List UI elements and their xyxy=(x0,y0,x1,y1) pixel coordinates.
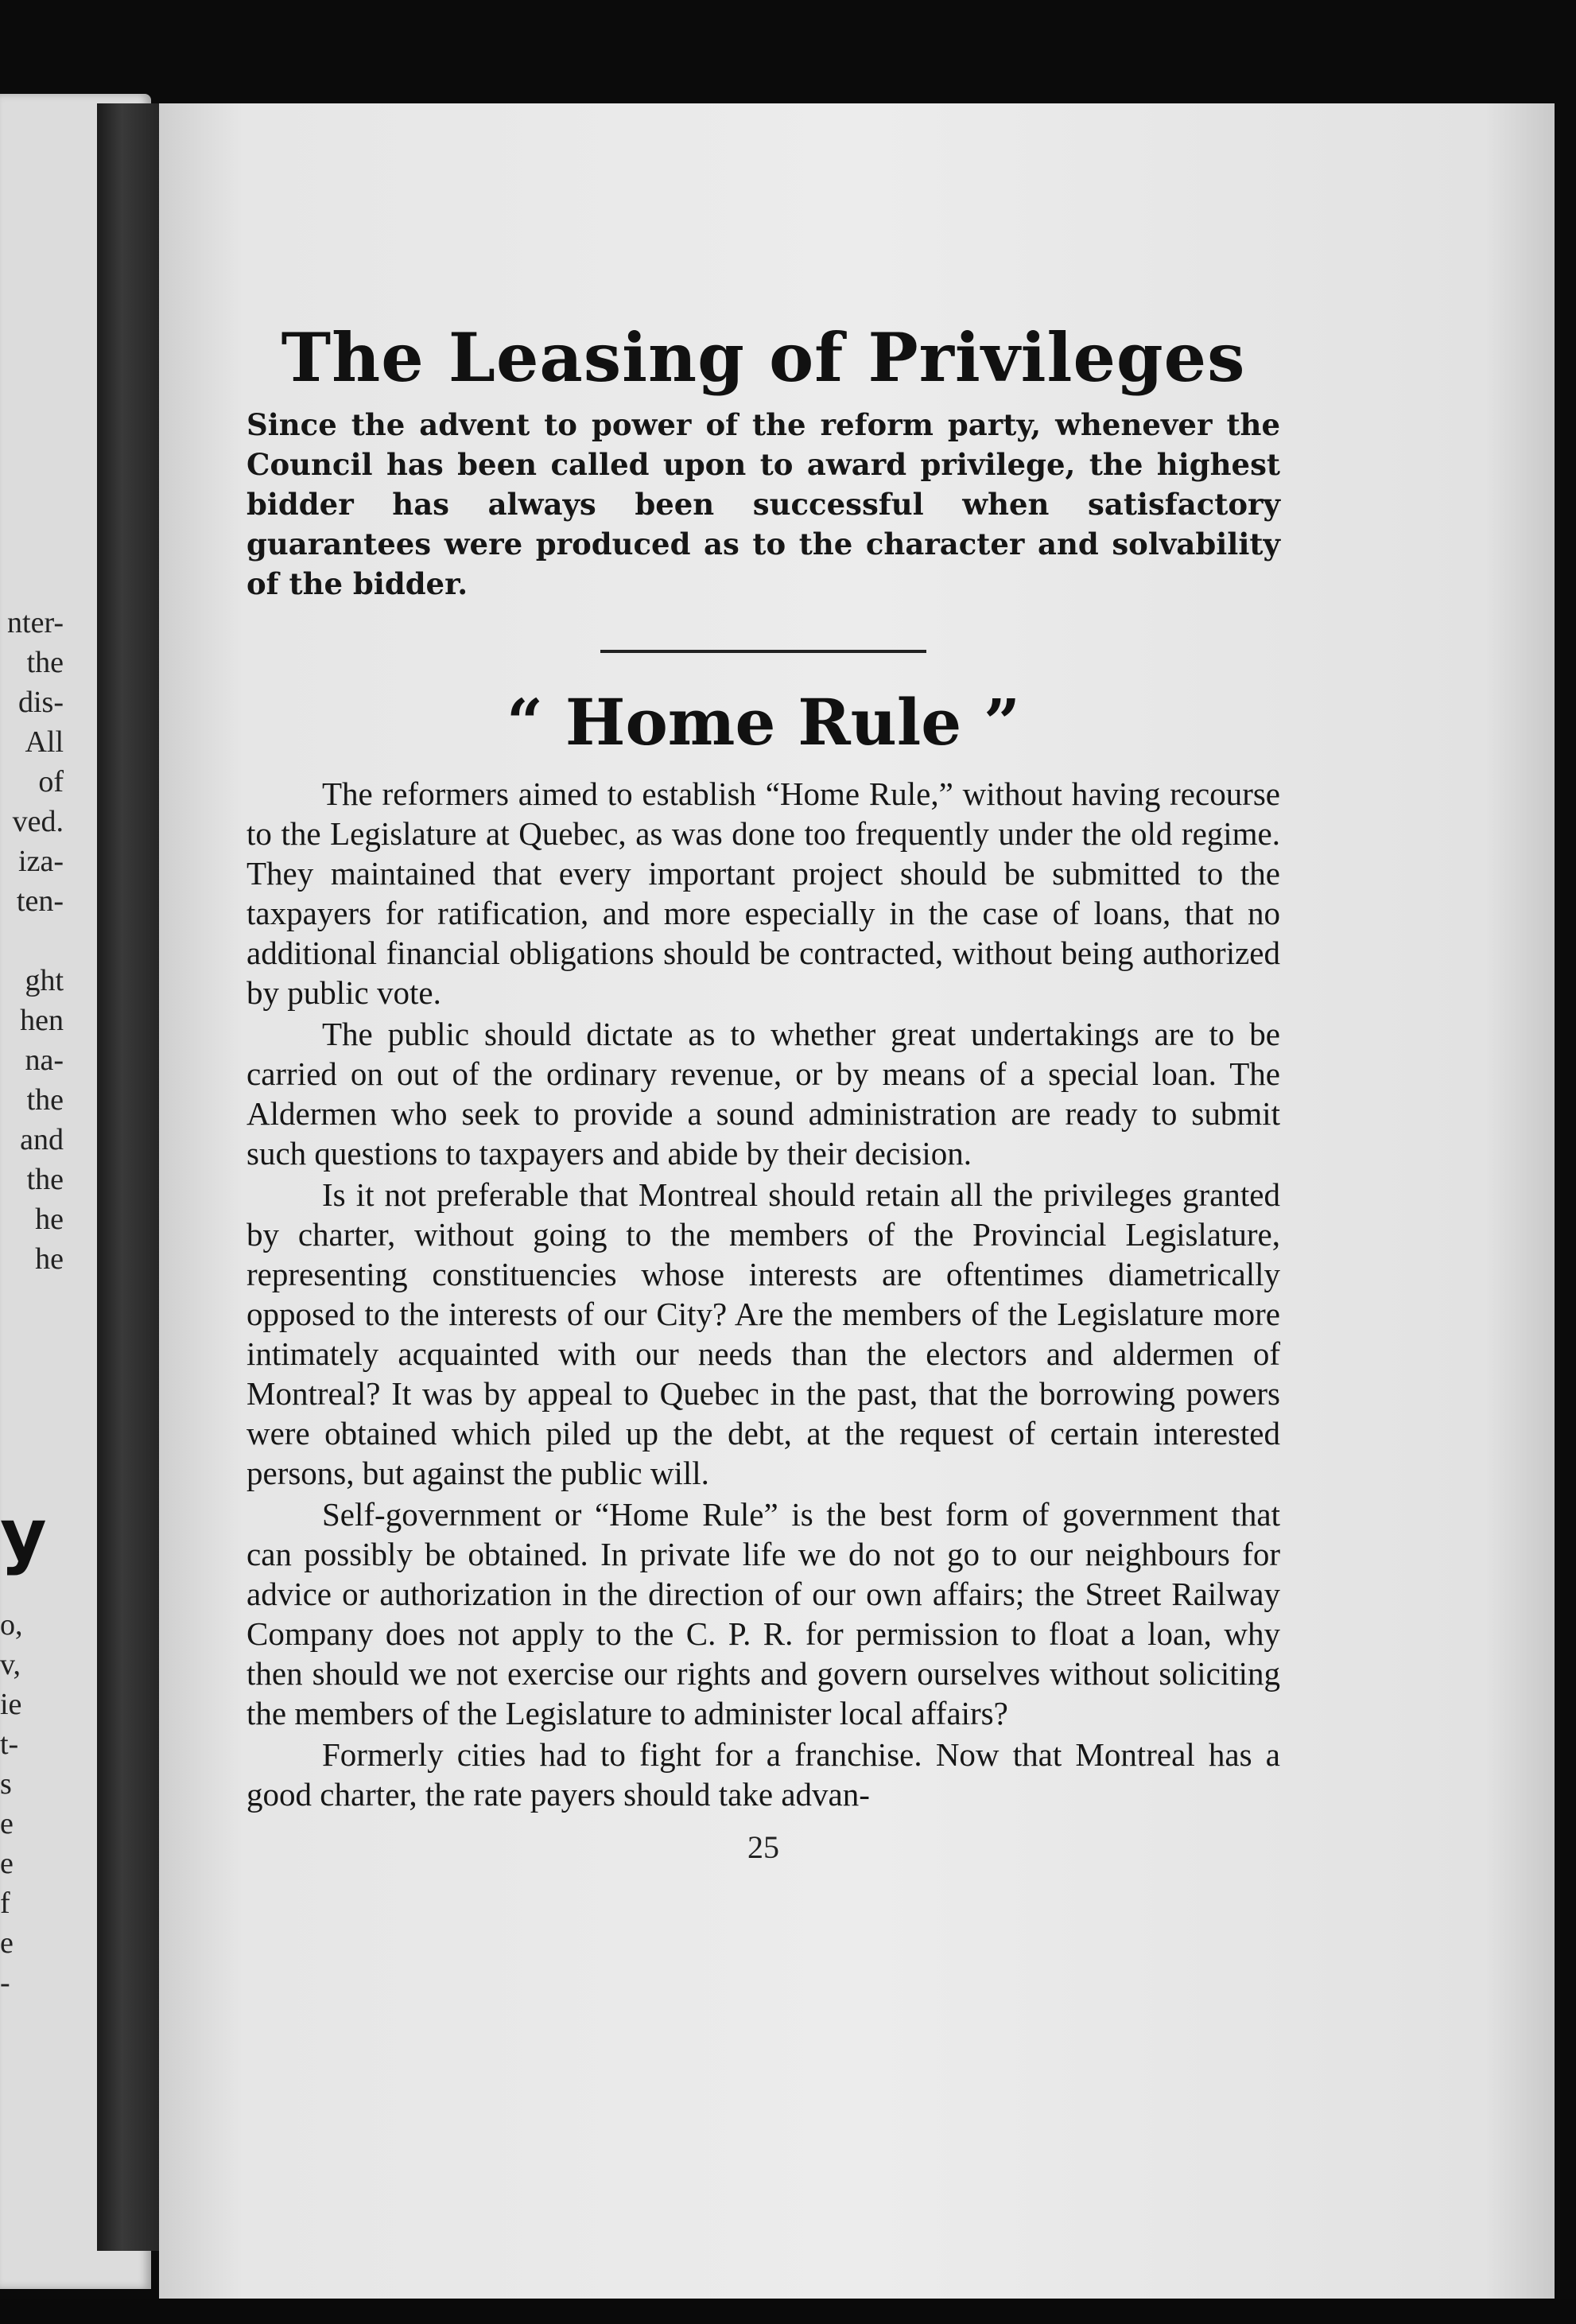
left-page-fragment: o, xyxy=(0,1608,23,1642)
page-content xyxy=(246,318,1280,1866)
left-page-fragments xyxy=(0,603,64,1279)
body-paragraph: Formerly cities had to fight for a franchise. Now that Montreal has a good charter, the rate payers should take advan- xyxy=(246,1736,1280,1813)
left-page-fragment: e xyxy=(0,1926,14,1960)
left-page-fragment: v, xyxy=(0,1648,21,1681)
left-page-fragment: and xyxy=(20,1123,64,1156)
left-page-fragment: the xyxy=(26,646,64,679)
left-page-fragment: hen xyxy=(20,1004,64,1037)
left-page-fragment: All xyxy=(25,725,64,759)
left-page-fragment: the xyxy=(26,1083,64,1117)
page xyxy=(159,103,1555,2299)
left-page-fragment: na- xyxy=(25,1043,64,1077)
left-page-fragment: iza- xyxy=(18,845,64,878)
page-number: 25 xyxy=(747,1829,779,1865)
left-page-fragment: ght xyxy=(25,964,64,997)
left-page-fragment xyxy=(0,921,64,961)
body-paragraph: The public should dictate as to whether great undertakings are to be carried on out of the ordinary revenue, or by means of a special loan. The Aldermen who seek to provide a sound administration are ready to submit such questions to taxpayers and abide by their decision. xyxy=(246,1016,1280,1172)
left-page-fragment: dis- xyxy=(18,686,64,719)
left-page-fragment: the xyxy=(26,1163,64,1196)
left-page-fragments-lower xyxy=(0,1605,32,2003)
book-spine xyxy=(97,103,159,2251)
body-paragraph: Is it not preferable that Montreal should retain all the privileges granted by charter, without going to the members of the Provincial Legislature, representing constituencies whose interests are oftentimes diametrically opposed to the interests of our City? Are the members of the Legislature more intimately acquainted with our needs than the electors and aldermen of Montreal? It was by appeal to Quebec in the past, that the borrowing powers were obtained which piled up the debt, at the request of certain interested persons, but against the public will. xyxy=(246,1176,1280,1491)
left-page-fragment: f xyxy=(0,1887,10,1920)
scan-border xyxy=(0,2299,1576,2324)
left-page-fragment: he xyxy=(35,1203,64,1236)
intro-paragraph: Since the advent to power of the reform party, whenever the Council has been called upon to award privilege, the highest bidder has always been successful when satisfactory guarantees were produced as to the character and solvability of the bidder. xyxy=(246,407,1280,601)
left-page-fragment: - xyxy=(0,1966,10,1999)
section-divider xyxy=(600,650,926,653)
left-page-fragment: e xyxy=(0,1807,14,1840)
left-page-fragment: of xyxy=(38,765,64,799)
left-page-fragment: ie xyxy=(0,1688,22,1721)
left-page-fragment: he xyxy=(35,1242,64,1276)
left-page-heading-fragment: y xyxy=(0,1494,47,1577)
body-paragraph: Self-government or “Home Rule” is the best form of government that can possibly be obtained. In private life we do not go to our neighbours for advice or authorization in the direction of our own affairs; the Street Railway Company does not apply to the C. P. R. for permission to float a loan, why then should we not exercise our rights and govern ourselves without soliciting the members of the Legislature to administer local affairs? xyxy=(246,1496,1280,1731)
left-page-fragment: ved. xyxy=(12,805,64,838)
left-page-fragment: t- xyxy=(0,1727,19,1761)
section-title: “ Home Rule ” xyxy=(506,685,1020,760)
body-paragraph: The reformers aimed to establish “Home Rule,” without having recourse to the Legislature at Quebec, as was done too frequently under the old regime. They maintained that every important project should be submitted to the taxpayers for ratification, and more especially in the case of loans, that no additional financial obligations should be contracted, without being authorized by public vote. xyxy=(246,775,1280,1011)
left-page-fragment: e xyxy=(0,1847,14,1880)
left-page-fragment: ten- xyxy=(16,884,64,918)
left-page-fragment: nter- xyxy=(7,606,64,639)
left-page-fragment: s xyxy=(0,1767,12,1801)
article-title: The Leasing of Privileges xyxy=(281,318,1246,397)
